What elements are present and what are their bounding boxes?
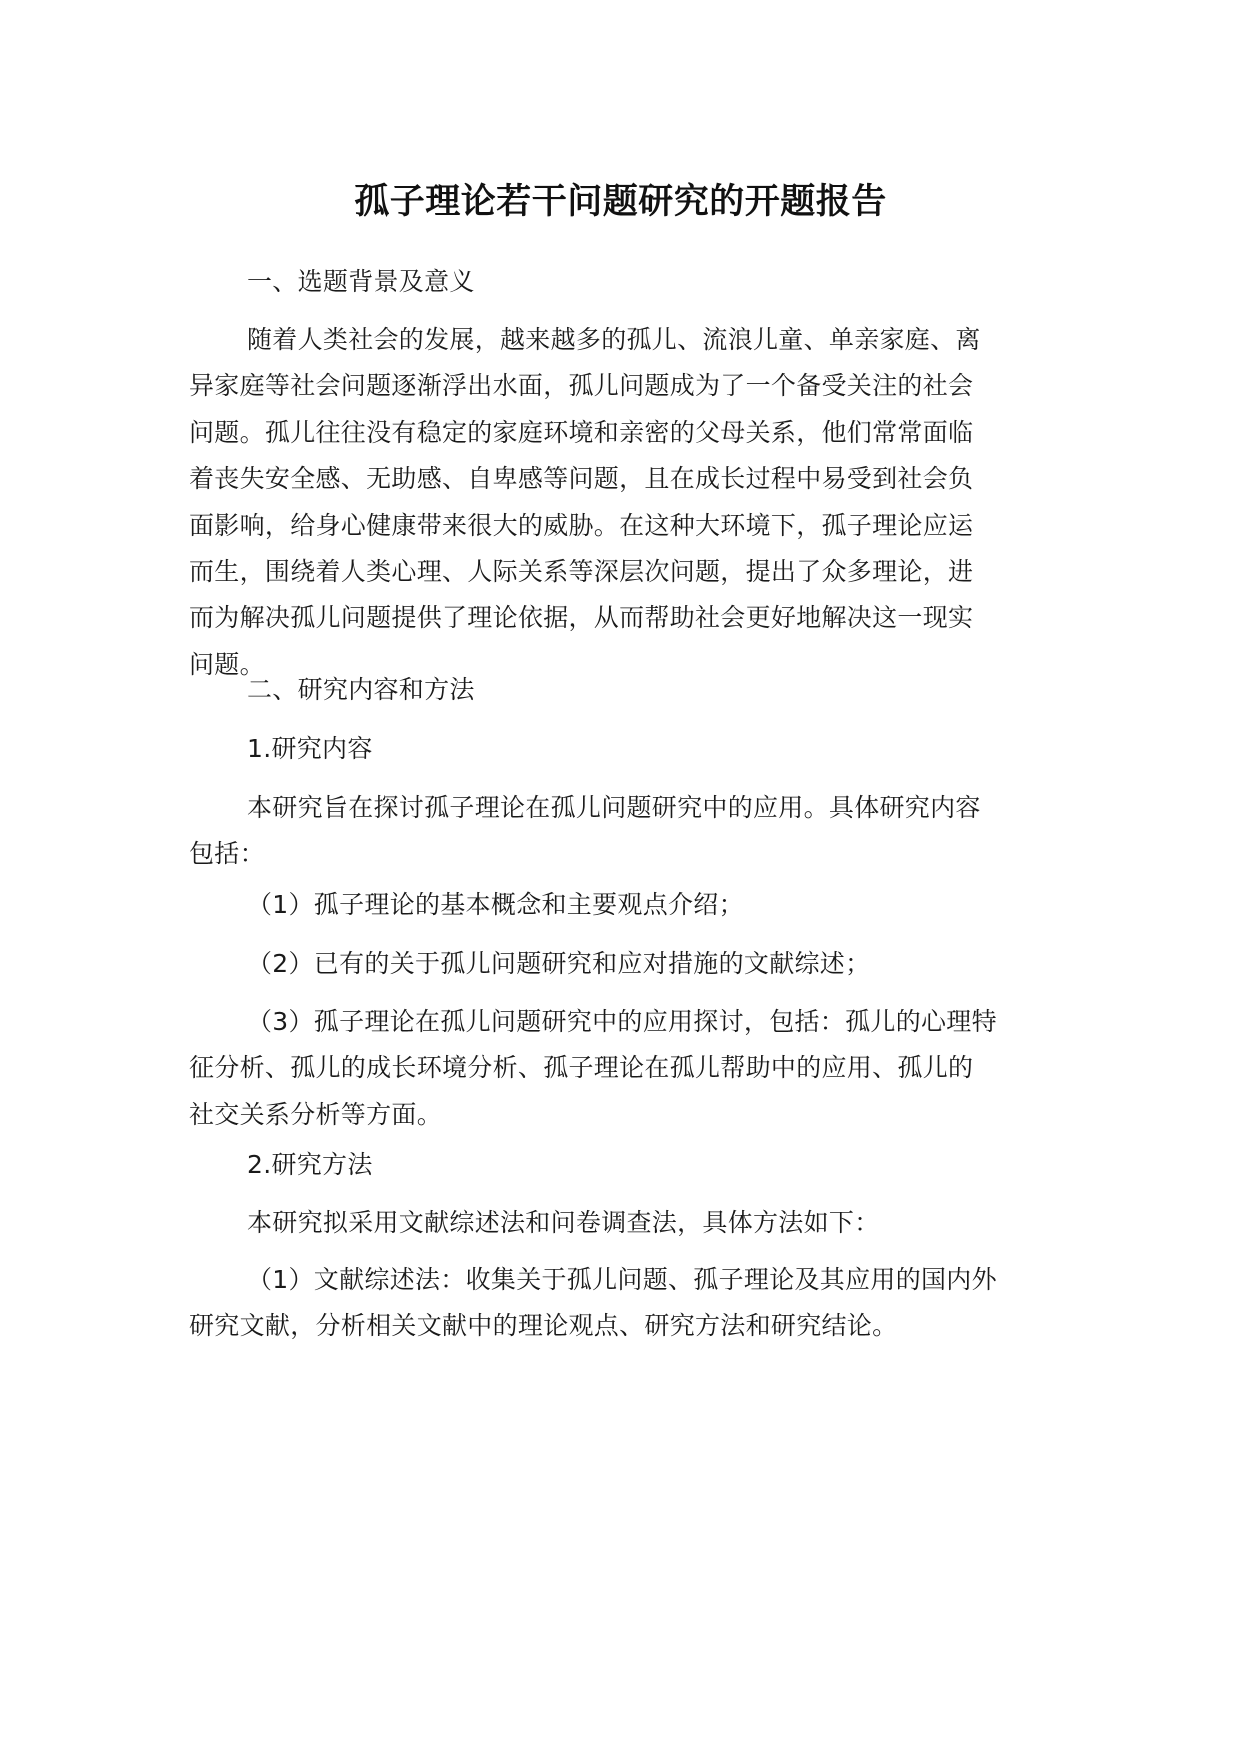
section-1-paragraph [189,317,1049,688]
paragraph-line: 包括： [189,839,265,869]
paragraph-line: 面影响，给身心健康带来很大的威胁。在这种大环境下，孤子理论应运 [189,510,974,540]
section-1-heading: 一、选题背景及意义 [247,267,475,296]
paragraph-line: （3）孤子理论在孤儿问题研究中的应用探讨，包括：孤儿的心理特 [247,1007,997,1036]
paragraph-line: 随着人类社会的发展，越来越多的孤儿、流浪儿童、单亲家庭、离 [247,325,981,354]
subsection-2-paragraph: 本研究拟采用文献综述法和问卷调查法，具体方法如下： [247,1208,880,1237]
method-item-1 [189,1257,1049,1350]
paragraph-line: 社交关系分析等方面。 [189,1099,443,1129]
subsection-1-paragraph [189,785,1049,878]
paragraph-line: 着丧失安全感、无助感、自卑感等问题，且在成长过程中易受到社会负 [189,464,974,494]
list-item-2: （2）已有的关于孤儿问题研究和应对措施的文献综述； [247,949,871,978]
paragraph-line: 问题。孤儿往往没有稳定的家庭环境和亲密的父母关系，他们常常面临 [189,417,974,447]
paragraph-line: （1）文献综述法：收集关于孤儿问题、孤子理论及其应用的国内外 [247,1265,997,1294]
paragraph-line: 研究文献，分析相关文献中的理论观点、研究方法和研究结论。 [189,1311,898,1341]
section-2-heading: 二、研究内容和方法 [247,675,475,704]
paragraph-line: 征分析、孤儿的成长环境分析、孤子理论在孤儿帮助中的应用、孤儿的 [189,1053,974,1083]
paragraph-line: 本研究旨在探讨孤子理论在孤儿问题研究中的应用。具体研究内容 [247,793,981,822]
list-item-3 [189,999,1049,1138]
paragraph-line: 问题。 [189,649,265,679]
paragraph-line: 而生，围绕着人类心理、人际关系等深层次问题，提出了众多理论，进 [189,556,974,586]
document-title: 孤子理论若干问题研究的开题报告 [354,182,887,222]
paragraph-line: 而为解决孤儿问题提供了理论依据，从而帮助社会更好地解决这一现实 [189,603,974,633]
paragraph-line: 异家庭等社会问题逐渐浮出水面，孤儿问题成为了一个备受关注的社会 [189,371,974,401]
list-item-1: （1）孤子理论的基本概念和主要观点介绍； [247,890,744,919]
subsection-1-heading: 1.研究内容 [247,734,373,763]
subsection-2-heading: 2.研究方法 [247,1150,373,1179]
